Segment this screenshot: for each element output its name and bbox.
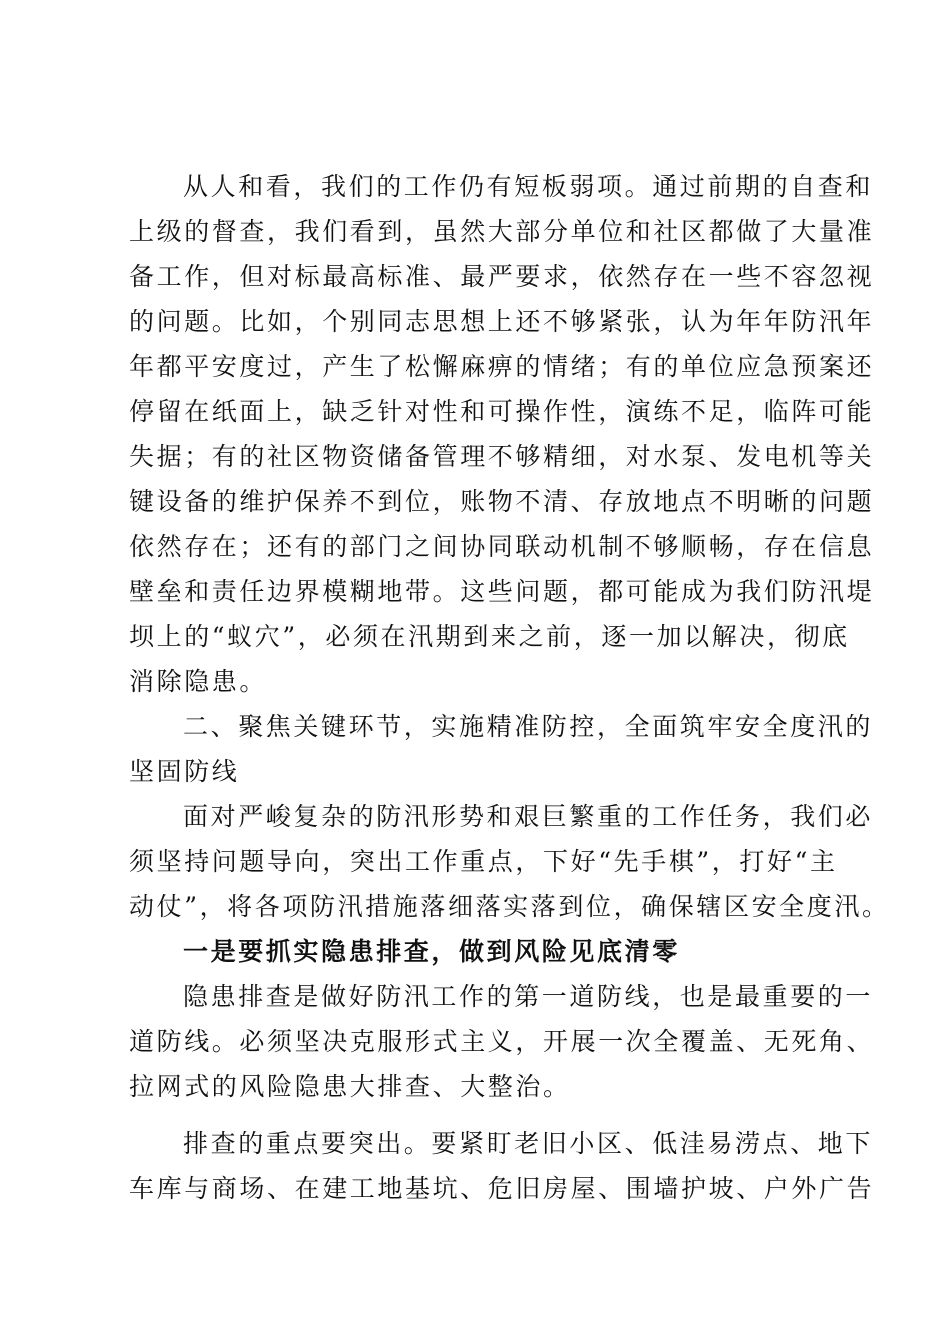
paragraph-line: 动仗”，将各项防汛措施落细落实落到位，确保辖区安全度汛。 [129,892,890,921]
paragraph-line: 上级的督查，我们看到，虽然大部分单位和社区都做了大量准 [129,217,875,246]
paragraph-line: 备工作，但对标最高标准、最严要求，依然存在一些不容忽视 [129,262,875,291]
paragraph-line: 壁垒和责任边界模糊地带。这些问题，都可能成为我们防汛堤 [129,577,875,606]
paragraph-line: 须坚持问题导向，突出工作重点，下好“先手棋”，打好“主 [129,847,838,876]
paragraph-line: 道防线。必须坚决克服形式主义，开展一次全覆盖、无死角、 [129,1027,875,1056]
paragraph-line: 从人和看，我们的工作仍有短板弱项。通过前期的自查和 [183,172,874,201]
paragraph-line: 隐患排查是做好防汛工作的第一道防线，也是最重要的一 [183,982,874,1011]
paragraph-line: 排查的重点要突出。要紧盯老旧小区、低洼易涝点、地下 [183,1129,874,1158]
section-heading-line: 二、聚焦关键环节，实施精准防控，全面筑牢安全度汛的 [183,712,874,741]
paragraph-line: 年都平安度过，产生了松懈麻痹的情绪；有的单位应急预案还 [129,352,875,381]
paragraph-line: 依然存在；还有的部门之间协同联动机制不够顺畅，存在信息 [129,532,875,561]
paragraph-line: 拉网式的风险隐患大排查、大整治。 [129,1072,571,1101]
paragraph-line: 失据；有的社区物资储备管理不够精细，对水泵、发电机等关 [129,442,875,471]
paragraph-line: 键设备的维护保养不到位，账物不清、存放地点不明晰的问题 [129,487,875,516]
paragraph-line: 的问题。比如，个别同志思想上还不够紧张，认为年年防汛年 [129,307,875,336]
subheading-line: 一是要抓实隐患排查，做到风险见底清零 [183,937,680,966]
paragraph-line: 面对严峻复杂的防汛形势和艰巨繁重的工作任务，我们必 [183,802,874,831]
paragraph-line: 坝上的“蚁穴”，必须在汛期到来之前，逐一加以解决，彻底 [129,622,850,651]
paragraph-line: 消除隐患。 [129,667,268,696]
document-body [129,164,890,1211]
section-heading-line: 坚固防线 [129,757,240,786]
paragraph-line: 停留在纸面上，缺乏针对性和可操作性，演练不足，临阵可能 [129,397,875,426]
paragraph-line: 车库与商场、在建工地基坑、危旧房屋、围墙护坡、户外广告 [129,1174,875,1203]
